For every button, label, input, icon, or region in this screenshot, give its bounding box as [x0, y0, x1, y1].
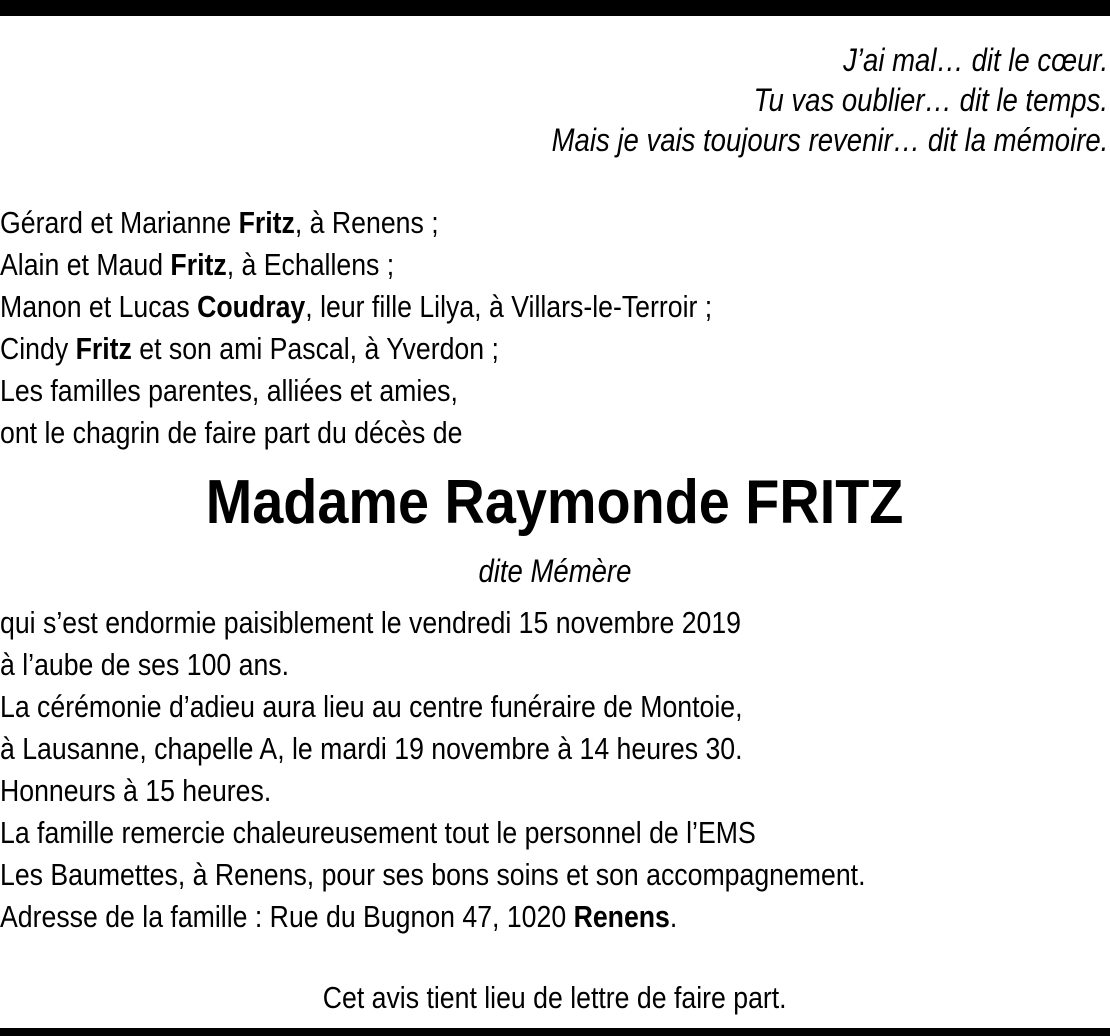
address-text: . — [669, 899, 678, 934]
body-line-2: à l’aube de ses 100 ans. — [0, 647, 290, 682]
family-line-4 — [0, 329, 499, 369]
deceased-name — [0, 468, 1110, 538]
announce-line-1: Les familles parentes, alliées et amies, — [0, 373, 458, 408]
footer-note — [0, 978, 1110, 1018]
family-surname: Fritz — [238, 205, 295, 240]
family-text: , leur fille Lilya, à Villars-le-Terroir ; — [305, 289, 713, 324]
family-text: , à Echallens ; — [226, 247, 395, 282]
family-text: Cindy — [0, 331, 76, 366]
announce-line-2: ont le chagrin de faire part du décès de — [0, 415, 463, 450]
family-text: Manon et Lucas — [0, 289, 198, 324]
deceased-name-text: Madame Raymonde FRITZ — [206, 468, 904, 537]
bottom-border — [0, 1028, 1110, 1036]
address-city: Renens — [573, 899, 670, 934]
family-text: et son ami Pascal, à Yverdon ; — [131, 331, 499, 366]
quote-line-2: Tu vas oublier… dit le temps. — [753, 82, 1108, 118]
deceased-nickname — [0, 551, 1110, 591]
quote-line-1: J’ai mal… dit le cœur. — [842, 42, 1108, 78]
family-line-3 — [0, 287, 712, 327]
family-surname: Coudray — [197, 289, 306, 324]
body-line-1: qui s’est endormie paisiblement le vendredi 15 novembre 2019 — [0, 605, 742, 640]
body-line-3: La cérémonie d’adieu aura lieu au centre funéraire de Montoie, — [0, 689, 743, 724]
family-surname: Fritz — [170, 247, 227, 282]
body-line-6: La famille remercie chaleureusement tout le personnel de l’EMS — [0, 815, 756, 850]
family-line-1 — [0, 203, 439, 243]
family-text: Gérard et Marianne — [0, 205, 239, 240]
address-line — [0, 897, 677, 937]
body-line-4: à Lausanne, chapelle A, le mardi 19 novembre à 14 heures 30. — [0, 731, 743, 766]
family-surname: Fritz — [75, 331, 132, 366]
family-line-2 — [0, 245, 394, 285]
body-line-7: Les Baumettes, à Renens, pour ses bons soins et son accompagnement. — [0, 857, 866, 892]
body-line-5: Honneurs à 15 heures. — [0, 773, 272, 808]
address-text: Adresse de la famille : Rue du Bugnon 47, 1020 — [0, 899, 574, 934]
deceased-nickname-text: dite Mémère — [478, 553, 632, 589]
family-text: Alain et Maud — [0, 247, 171, 282]
top-border — [0, 0, 1110, 16]
family-text: , à Renens ; — [294, 205, 439, 240]
footer-note-text: Cet avis tient lieu de lettre de faire part. — [323, 980, 787, 1015]
quote-line-3: Mais je vais toujours revenir… dit la mémoire. — [551, 122, 1108, 158]
